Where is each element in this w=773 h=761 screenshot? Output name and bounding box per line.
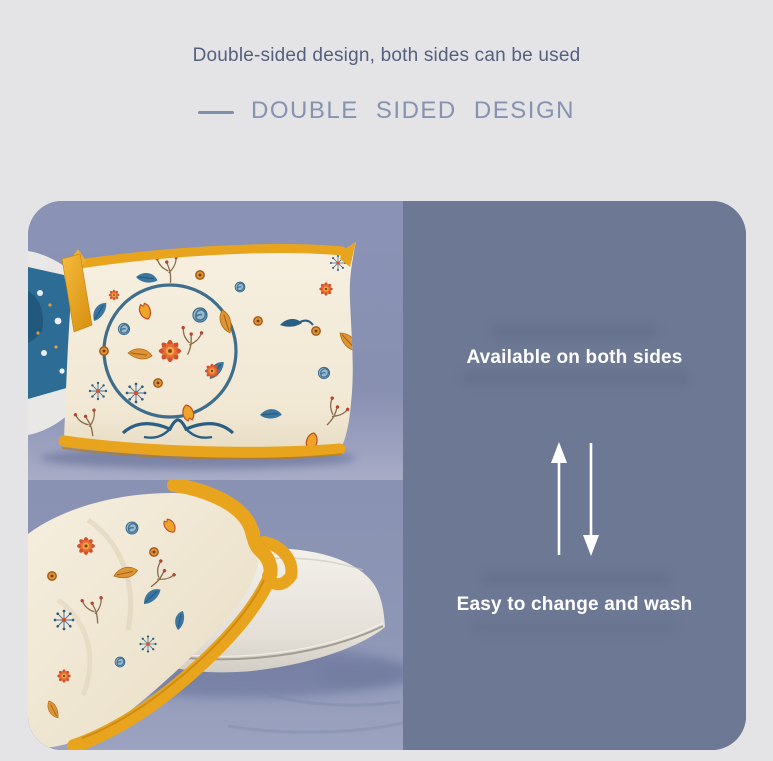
pillow-change-illustration: [28, 480, 403, 750]
pillow-photo-top: [28, 201, 403, 480]
pillow-photo-bottom: [28, 480, 403, 750]
down-arrow-icon: [583, 443, 599, 556]
up-arrow-icon: [551, 442, 567, 555]
pillow-front-illustration: [28, 201, 403, 480]
info-panel: [403, 201, 746, 750]
swap-arrows-icon: [543, 439, 607, 559]
panel-caption: Easy to change and wash: [456, 594, 693, 615]
pillow-body: [64, 242, 356, 454]
blurred-text-artifact: [491, 325, 659, 338]
section-subtitle: Double-sided design, both sides can be used: [192, 45, 581, 66]
feature-card: [28, 201, 746, 750]
photo-column: [28, 201, 403, 750]
blurred-text-artifact: [481, 573, 671, 585]
section-title: DOUBLE SIDED DESIGN: [251, 97, 575, 124]
section-title-row: [0, 97, 773, 125]
title-dash: [198, 111, 234, 114]
blurred-text-artifact: [471, 621, 676, 633]
panel-heading: Available on both sides: [466, 347, 683, 368]
blurred-text-artifact: [461, 372, 689, 385]
